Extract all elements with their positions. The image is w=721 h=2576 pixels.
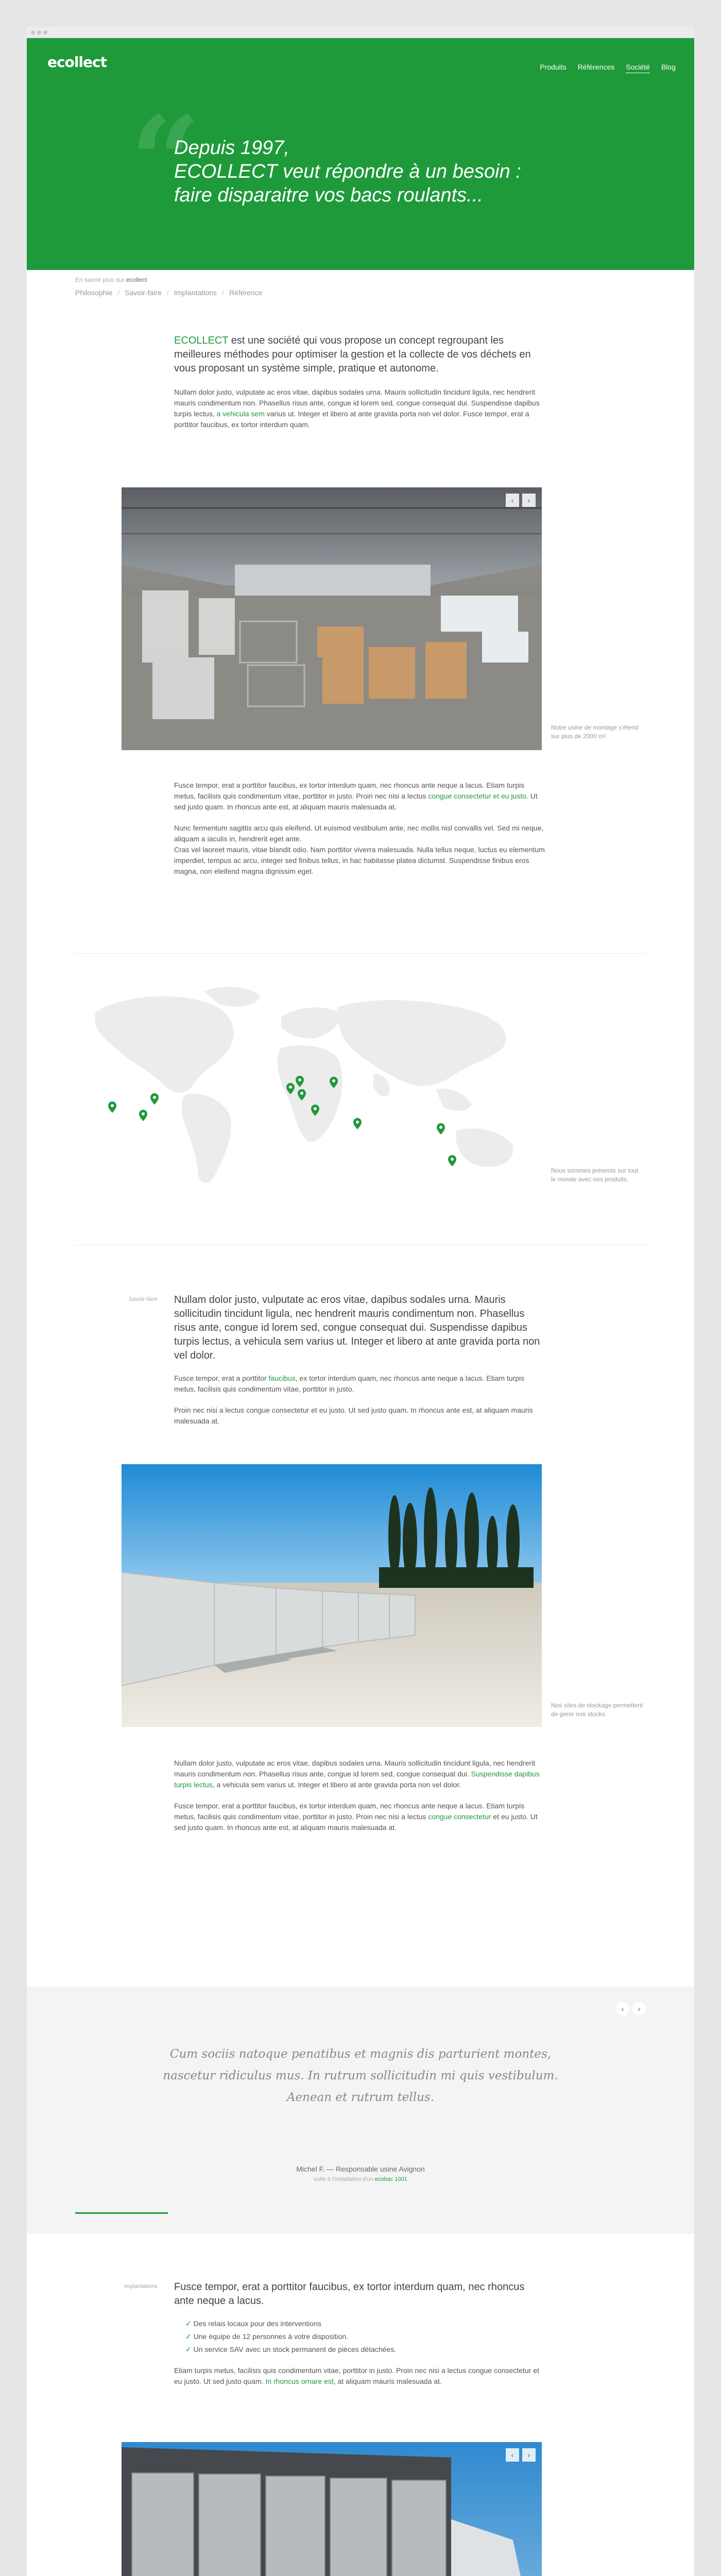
next-arrow-icon[interactable]: › [632,2002,646,2015]
containers-illustration [122,1464,542,1727]
block2-p1-text: Fusce tempor, erat a porttitor faucibus, ex tortor interdum quam, nec rhoncus ante neque a lacus. Etiam turpis metus, facilisis quis condimentum vitae, porttitor in justo. Proin nec nisi a lectus [174,781,525,800]
testimonial-arrows [616,2002,646,2015]
prev-arrow-icon[interactable]: ‹ [506,2448,519,2462]
intro-lead-text: est une société qui vous propose un concept regroupant les meilleures méthodes pour optimiser la gestion et la collecte de vos déchets en vous proposant un système simple, pratique et autonome. [174,335,531,374]
map-pin-icon[interactable] [330,1077,338,1088]
savoir-faire-label: Savoir-faire [128,1296,158,1302]
nav-references[interactable]: Références [577,63,615,71]
implant-p1-end: , at aliquam mauris malesuada at. [333,2377,442,2385]
map-caption: Nous sommes présents sur tout le monde avec nos produits. [551,1167,639,1183]
block2-p1-end: Ut sed justo quam. In rhoncus ante est, at aliquam mauris malesuada at. [174,792,538,811]
block2-p2: Nunc fermentum sagittis arcu quis eleifend. Ut euismod vestibulum ante, nec mollis nisl convallis vel. Sed mi neque, aliquam a iaculis in, hendrerit eget ante. Cras vel laoreet mauris, vitae blandit odio. Nam porttitor viverra malesuada. Nulla tellus neque, luctus eu elementum imperdiet, tempus ac arcu, integer sed finibus tellus, in hac habitasse platea dictumst. Suspendisse finibus eros magna, non eleifend magna dignissim eget. [174,824,545,875]
map-pin-icon[interactable] [448,1155,456,1166]
check-text: Une équipe de 12 personnes à votre disposition. [193,2332,349,2341]
quote-mark-icon: “ [130,89,201,234]
savoir-link-2[interactable]: Suspendisse dapibus turpis lectus [174,1770,540,1789]
savoir-continued [174,1758,545,1833]
hero [27,38,694,270]
check-item [185,2318,545,2329]
testimonial-author: Michel F. — Responsable usine Avignon [296,2165,425,2173]
check-icon: ✓ [185,2345,192,2353]
world-map [75,981,539,1208]
map-pin-icon[interactable] [286,1083,295,1094]
intro-paragraph [174,387,545,430]
window-dot [43,30,47,35]
map-pin-icon[interactable] [311,1105,319,1116]
implant-p1 [174,2365,545,2387]
intro-lead [174,334,545,376]
savoir-p4-end: et eu justo. Ut sed justo quam. In rhoncus ante est, at aliquam mauris malesuada at. [174,1812,538,1832]
testimonial-product-link[interactable]: ecobac 1001 [374,2176,407,2182]
check-item [185,2331,545,2342]
savoir-link[interactable]: faucibus [268,1374,296,1382]
savoir-p1 [174,1373,545,1395]
map-pin-icon[interactable] [108,1101,116,1113]
testimonial-role [27,2176,694,2182]
savoir-link-3[interactable]: congue consectetur [428,1812,491,1821]
photo2-caption: Nos sites de stockage permettent de gérer nos stocks. [551,1702,643,1718]
subnav-prefix-text: En savoir plus sur [75,276,126,283]
tab-philosophie[interactable]: Philosophie [75,289,113,297]
nav-societe[interactable]: Société [626,63,650,73]
next-arrow-icon[interactable]: › [522,494,536,507]
testimonial-quote: Cum sociis natoque penatibus et magnis dis parturient montes, nascetur ridiculus mus. In rutrum sollicitudin mi quis vestibulum. Aenean et rutrum tellus. [163,2047,558,2104]
subnav-brand: ecollect [126,276,147,283]
check-item [185,2344,545,2355]
nav-blog[interactable]: Blog [661,63,676,71]
implant-checklist [185,2318,545,2355]
photo1-arrows [506,494,536,507]
photo3-arrows [506,2448,536,2462]
implantations-label: Implantations [124,2283,158,2290]
main-nav [540,63,676,73]
map-pin-icon[interactable] [296,1076,304,1087]
savoir-p1-end: , ex tortor interdum quam, nec rhoncus ante neque a lacus. Etiam turpis metus, facilisis quis condimentum vitae, porttitor in justo. [174,1374,525,1393]
map-pin-icon[interactable] [139,1110,147,1121]
next-arrow-icon[interactable]: › [522,2448,536,2462]
savoir-p3 [174,1758,545,1790]
subnav-prefix [75,276,147,283]
map-pin-icon[interactable] [353,1118,362,1129]
testimonial-role-text: suite à l'installation d'un [314,2176,375,2182]
map-pin-icon[interactable] [298,1089,306,1100]
world-map-illustration [75,981,539,1208]
window-dot [37,30,41,35]
prev-arrow-icon[interactable]: ‹ [506,494,519,507]
implant-p1-text: Etiam turpis metus, facilisis quis condimentum vitae, porttitor in justo. Proin nec nisi a lectus congue consectetur et eu justo. Ut sed justo quam. [174,2366,539,2385]
map-pin-icon[interactable] [150,1093,159,1105]
testimonial-progress [75,2212,168,2214]
implant-link[interactable]: In rhoncus ornare est [265,2377,334,2385]
photo1-caption: Notre usine de montage s'étend sur plus de 2000 m². [551,724,639,740]
implant-lead: Fusce tempor, erat a porttitor faucibus, ex tortor interdum quam, nec rhoncus ante neque a lacus. [174,2281,525,2307]
savoir-p4 [174,1801,545,1833]
tab-savoir-faire[interactable]: Savoir-faire [125,289,162,297]
savoir-lead: Nullam dolor justo, vulputate ac eros vitae, dapibus sodales urna. Mauris sollicitudin tincidunt ligula, nec hendrerit mauris condimentum non. Phasellus risus ante, congue id lorem sed, congue consequat dui. Suspendisse dapibus turpis lectus, a vehicula sem varius ut. Integer et libero at ante gravida porta non vel dolor. [174,1294,540,1361]
check-icon: ✓ [185,2332,192,2341]
savoir-faire-section [174,1293,545,1427]
intro-section [174,334,545,430]
check-icon: ✓ [185,2319,192,2328]
subnav-tabs: Philosophie / Savoir-faire / Implantations / Référence [75,289,263,297]
warehouse-photo [122,487,542,750]
logo[interactable]: ecollect [47,54,107,71]
block2-section [174,780,545,877]
savoir-p3-text: Nullam dolor justo, vulputate ac eros vitae, dapibus sodales urna. Mauris sollicitudin tincidunt ligula, nec hendrerit mauris condimentum non. Phasellus risus ante, congue id lorem sed, congue consequat dui. [174,1759,536,1778]
implantations-section [174,2280,545,2387]
intro-p1: Nullam dolor justo, vulputate ac eros vitae, dapibus sodales urna. Mauris sollicitudin tincidunt ligula, nec hendrerit mauris condimentum non. Phasellus risus ante, congue id lorem sed, congue consequat dui. Suspendisse dapibus turpis lectus, [174,388,540,418]
divider [75,953,646,954]
truck-photo [122,2442,542,2576]
intro-p1-end: varius ut. Integer et libero at ante gravida porta non vel dolor. Fusce tempor, erat a porttitor faucibus, ex tortor interdum quam. [174,410,529,429]
savoir-p3-end: , a vehicula sem varius ut. Integer et libero at ante gravida porta non vel dolor. [212,1781,461,1789]
prev-arrow-icon[interactable]: ‹ [616,2002,629,2015]
check-text: Un service SAV avec un stock permanent de pièces détachées. [193,2345,397,2353]
page [27,38,694,2576]
window-dot [31,30,35,35]
hero-title: Depuis 1997, ECOLLECT veut répondre à un besoin : faire disparaitre vos bacs roulants... [174,137,521,206]
intro-brand: ECOLLECT [174,335,229,346]
block2-link[interactable]: congue consectetur et eu justo. [428,792,528,800]
nav-produits[interactable]: Produits [540,63,566,71]
warehouse-illustration [122,487,542,750]
savoir-p4-text: Fusce tempor, erat a porttitor faucibus, ex tortor interdum quam, nec rhoncus ante neque a lacus. Etiam turpis metus, facilisis quis condimentum vitae, porttitor in justo. Proin nec nisi a lectus [174,1802,525,1821]
containers-photo [122,1464,542,1727]
block2-p1 [174,780,545,812]
savoir-p1-text: Fusce tempor, erat a porttitor [174,1374,269,1382]
testimonial-section [27,1987,694,2234]
check-text: Des relais locaux pour des interventions [193,2319,321,2328]
savoir-p2: Proin nec nisi a lectus congue consectetur et eu justo. Ut sed justo quam. In rhoncus ante est, at aliquam mauris malesuada at. [174,1406,533,1425]
tab-implantations[interactable]: Implantations [174,289,217,297]
tab-reference[interactable]: Référence [229,289,263,297]
browser-bar [27,27,694,38]
map-pin-icon[interactable] [437,1123,445,1134]
intro-link[interactable]: a vehicula sem [216,410,265,418]
truck-illustration [122,2442,542,2576]
